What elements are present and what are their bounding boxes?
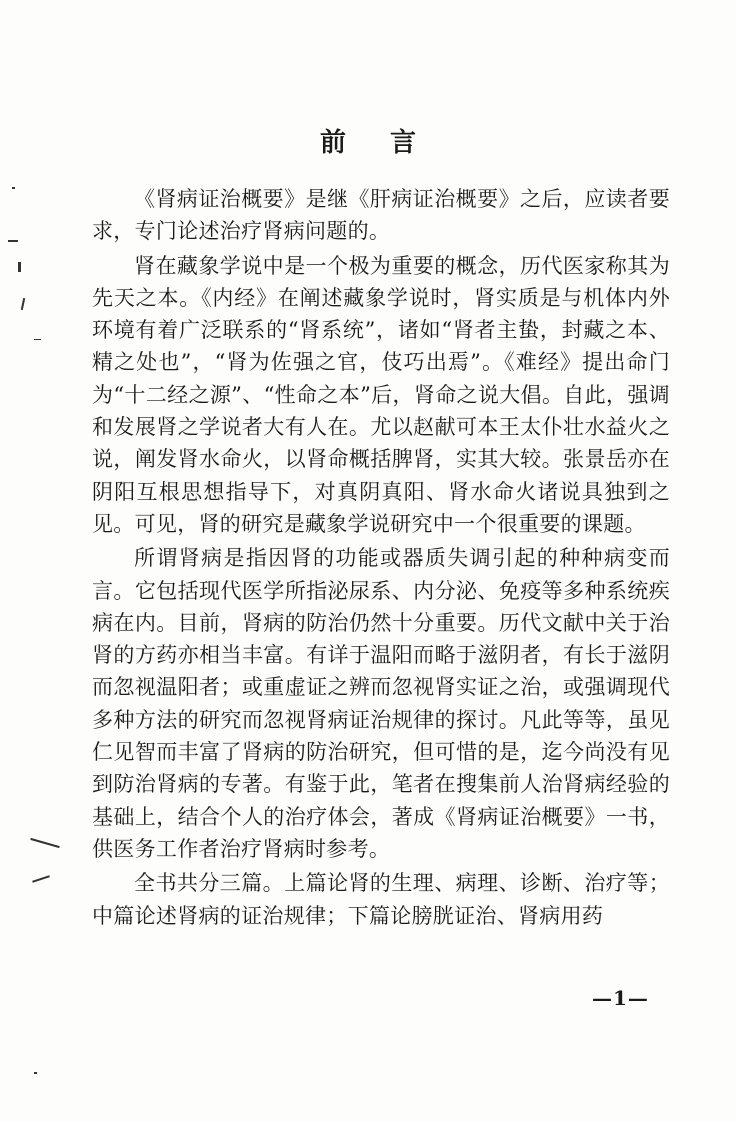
paragraph-kidney-theory: 肾在藏象学说中是一个极为重要的概念，历代医家称其为先天之本。《内经》在阐述藏象学说时，肾实质是与机体内外环境有着广泛联系的“肾系统”，诸如“肾者主蛰，封藏之本、精之处也”，“肾为佐强之官，伎巧出焉”。《难经》提出命门为“十二经之源”、“性命之本”后，肾命之说大倡。自此，强调和发展肾之学说者大有人在。尤以赵献可本王太仆壮水益火之说，阐发肾水命火，以肾命概括脾肾，实其大较。张景岳亦在阴阳互根思想指导下，对真阴真阳、肾水命火诸说具独到之见。可见，肾的研究是藏象学说研究中一个很重要的课题。 — [92, 253, 670, 536]
paragraph-intro: 《肾病证治概要》是继《肝病证治概要》之后，应读者要求，专门论述治疗肾病问题的。 — [92, 187, 670, 244]
paragraph-book-structure: 全书共分三篇。上篇论肾的生理、病理、诊断、治疗等；中篇论述肾病的证治规律；下篇论膀胱证治、肾病用药 — [92, 871, 670, 928]
scan-mark — [21, 298, 25, 310]
scan-mark — [34, 339, 41, 340]
scan-mark — [12, 187, 15, 189]
scan-mark — [18, 262, 21, 272]
paragraph-kidney-disease: 所谓肾病是指因肾的功能或器质失调引起的种种病变而言。它包括现代医学所指泌尿系、内分泌、免疫等多种系统疾病在内。目前，肾病的防治仍然十分重要。历代文献中关于治肾的方药亦相当丰富。有详于温阳而略于滋阴者，有长于滋阴而忽视温阳者；或重虚证之辨而忽视肾实证之治，或强调现代多种方法的研究而忽视肾病证治规律的探讨。凡此等等，虽见仁见智而丰富了肾病的防治研究，但可惜的是，迄今尚没有见到防治肾病的专著。有鉴于此，笔者在搜集前人治肾病经验的基础上，结合个人的治疗体会，著成《肾病证治概要》一书，供医务工作者治疗肾病时参考。 — [92, 546, 670, 861]
scan-mark — [30, 838, 59, 848]
scan-mark — [8, 240, 18, 242]
scan-mark — [34, 1072, 37, 1074]
page-title: 前言 — [319, 128, 460, 158]
preface-body — [92, 183, 670, 932]
page-number: —1— — [592, 986, 649, 1010]
scan-mark — [32, 875, 50, 882]
